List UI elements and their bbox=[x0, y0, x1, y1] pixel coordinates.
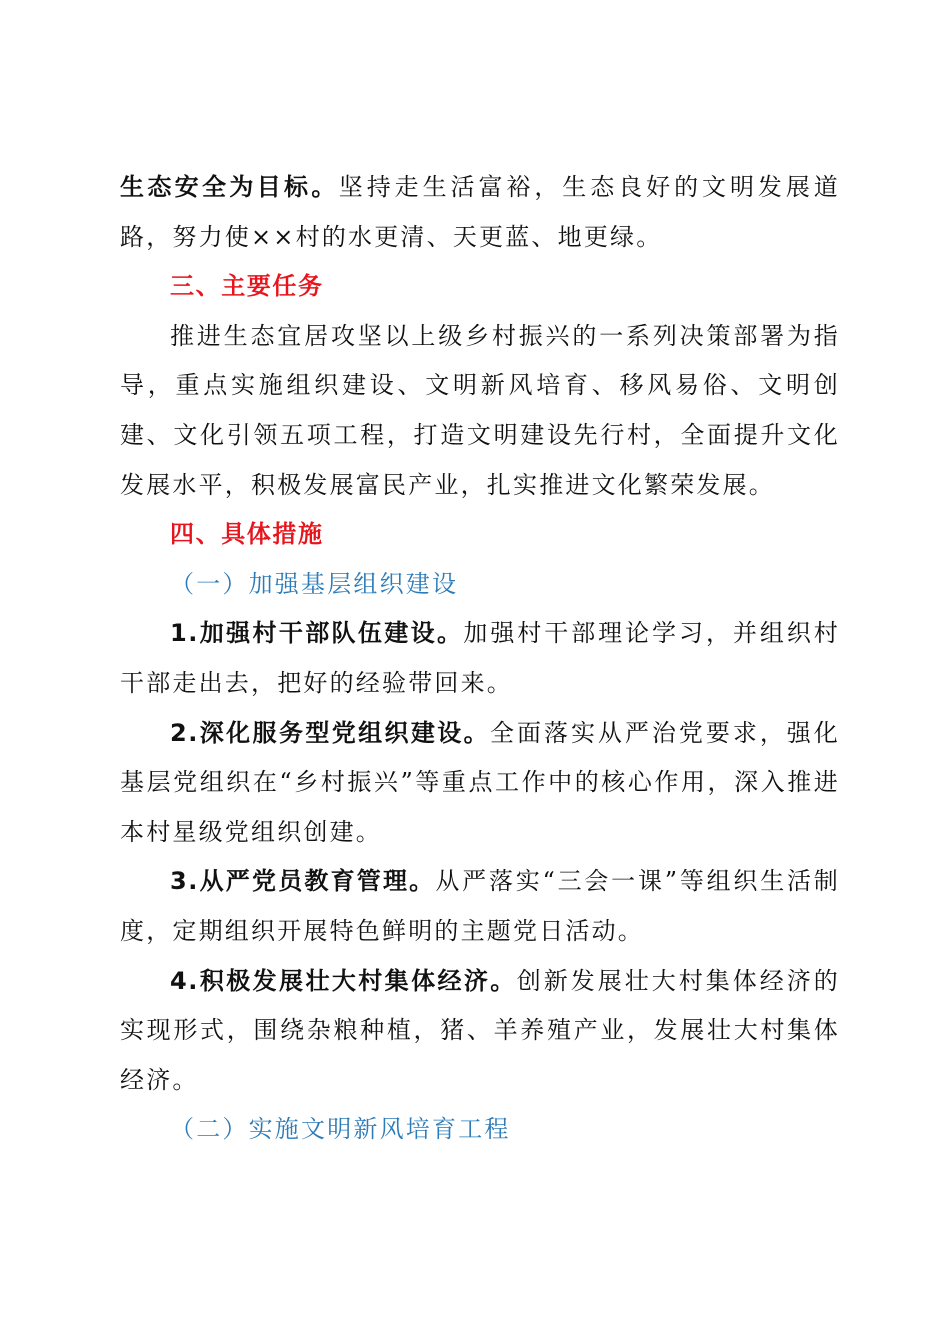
section-heading-specific-measures: 四、具体措施 bbox=[170, 520, 324, 549]
measure-item-2-title: 2.深化服务型党组织建设。 bbox=[170, 718, 490, 747]
measure-item-2 bbox=[120, 709, 840, 858]
subsection-heading-civilization: （二）实施文明新风培育工程 bbox=[170, 1115, 511, 1144]
measure-item-4-text: 创新发展壮大村集体经济的实现形式，围绕杂粮种植，猪、羊养殖产业，发展壮大村集体经济。 bbox=[120, 966, 840, 1094]
measure-item-4-title: 4.积极发展壮大村集体经济。 bbox=[170, 966, 517, 995]
measure-item-1 bbox=[120, 609, 840, 708]
paragraph-continuation bbox=[120, 163, 840, 262]
measure-item-3-text: 从严落实“三会一课”等组织生活制度，定期组织开展特色鲜明的主题党日活动。 bbox=[120, 867, 840, 945]
measure-item-3-title: 3.从严党员教育管理。 bbox=[170, 867, 436, 896]
paragraph-text: 坚持走生活富裕，生态良好的文明发展道路，努力使××村的水更清、天更蓝、地更绿。 bbox=[120, 173, 840, 251]
paragraph-lead-bold: 生态安全为目标。 bbox=[120, 173, 339, 201]
subsection-heading-grassroots: （一）加强基层组织建设 bbox=[170, 569, 459, 598]
measure-item-3 bbox=[120, 857, 840, 956]
measure-item-2-text: 全面落实从严治党要求，强化基层党组织在“乡村振兴”等重点工作中的核心作用，深入推进本村星级党组织创建。 bbox=[120, 718, 840, 846]
section-heading-main-tasks: 三、主要任务 bbox=[170, 272, 324, 301]
measure-item-4 bbox=[120, 957, 840, 1106]
paragraph-main-tasks: 推进生态宜居攻坚以上级乡村振兴的一系列决策部署为指导，重点实施组织建设、文明新风培育、移风易俗、文明创建、文化引领五项工程，打造文明建设先行村，全面提升文化发展水平，积极发展富民产业，扎实推进文化繁荣发展。 bbox=[120, 321, 840, 499]
measure-item-1-text: 加强村干部理论学习，并组织村干部走出去，把好的经验带回来。 bbox=[120, 619, 841, 697]
document-body bbox=[120, 163, 840, 1155]
measure-item-1-title: 1.加强村干部队伍建设。 bbox=[170, 619, 464, 648]
